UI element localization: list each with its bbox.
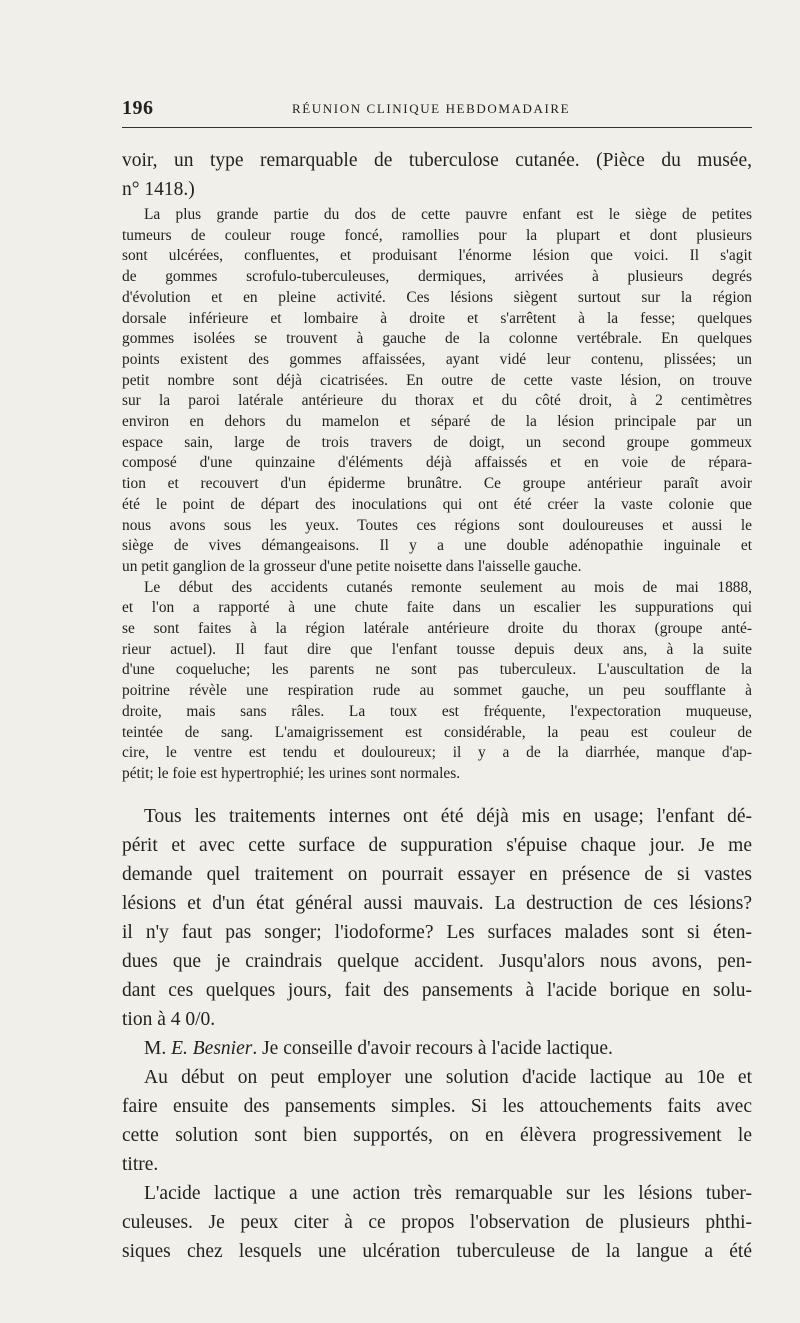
text-line: composé d'une quinzaine d'éléments déjà affaissés et en voie de répara-	[122, 454, 752, 472]
text-line: Au début on peut employer une solution d'acide lactique au 10e et	[144, 1067, 752, 1088]
running-head: RÉUNION CLINIQUE HEBDOMADAIRE	[292, 101, 571, 116]
text-line: poitrine révèle une respiration rude au sommet gauche, un peu soufflante à	[122, 682, 752, 700]
text-line: Le début des accidents cutanés remonte seulement au mois de mai 1888,	[144, 578, 752, 596]
text-line: rieur actuel). Il faut dire que l'enfant tousse depuis deux ans, à la suite	[122, 640, 752, 658]
text-line: points existent des gommes affaissées, ayant vidé leur contenu, plissées; un	[122, 350, 752, 368]
speaker-text: . Je conseille d'avoir recours à l'acide lactique.	[252, 1038, 613, 1059]
text-line: été le point de départ des inoculations qui ont été créer la vaste colonie que	[122, 495, 752, 513]
speaker-line	[122, 1034, 752, 1063]
text-line: tion et recouvert d'un épiderme brunâtre. Ce groupe antérieur paraît avoir	[122, 475, 752, 493]
text-line: dant ces quelques jours, fait des pansements à l'acide borique en solu-	[122, 980, 752, 1001]
paragraph-continuation	[122, 146, 752, 204]
text-line: d'une coqueluche; les parents ne sont pas tuberculeux. L'auscultation de la	[122, 661, 752, 679]
text-line: environ en dehors du mamelon et séparé de la lésion principale par un	[122, 413, 752, 431]
text-line: demande quel traitement on pourrait essayer en présence de si vastes	[122, 864, 752, 885]
text-line: Tous les traitements internes ont été déjà mis en usage; l'enfant dé-	[144, 806, 752, 827]
text-line: tion à 4 0/0.	[122, 1009, 216, 1030]
text-line: culeuses. Je peux citer à ce propos l'observation de plusieurs phthi-	[122, 1212, 752, 1233]
text-line: voir, un type remarquable de tuberculose cutanée. (Pièce du musée,	[122, 150, 752, 171]
text-line: d'évolution et en pleine activité. Ces lésions siègent surtout sur la région	[122, 288, 752, 306]
text-line: et l'on a rapporté à une chute faite dans un escalier les suppurations qui	[122, 599, 752, 617]
text-line: périt et avec cette surface de suppuration s'épuise chaque jour. Je me	[122, 835, 752, 856]
text-line: espace sain, large de trois travers de doigt, un second groupe gommeux	[122, 433, 752, 451]
discussion	[122, 802, 752, 1266]
text-line: tumeurs de couleur rouge foncé, ramollies pour la plupart et dont plusieurs	[122, 226, 752, 244]
text-line: L'acide lactique a une action très remarquable sur les lésions tuber-	[144, 1183, 752, 1204]
case-description	[122, 205, 752, 785]
text-line: teintée de sang. L'amaigrissement est considérable, la peau est couleur de	[122, 723, 752, 741]
text-line: lésions et d'un état général aussi mauvais. La destruction de ces lésions?	[122, 893, 752, 914]
text-line: siques chez lesquels une ulcération tuberculeuse de la langue a été	[122, 1241, 752, 1262]
text-line: sont ulcérées, confluentes, et produisant l'énorme lésion que voici. Il s'agit	[122, 247, 752, 265]
text-line: cire, le ventre est tendu et douloureux; il y a de la diarrhée, manque d'ap-	[122, 744, 752, 762]
text-line: cette solution sont bien supportés, on en élèvera progressivement le	[122, 1125, 752, 1146]
text-line: faire ensuite des pansements simples. Si les attouchements faits avec	[122, 1096, 752, 1117]
text-line: de gommes scrofulo-tuberculeuses, dermiques, arrivées à plusieurs degrés	[122, 268, 752, 286]
text-line: gommes isolées se trouvent à gauche de la colonne vertébrale. En quelques	[122, 330, 752, 348]
text-line: nous avons sous les yeux. Toutes ces régions sont douloureuses et aussi le	[122, 516, 752, 534]
text-line: pétit; le foie est hypertrophié; les urines sont normales.	[122, 764, 461, 782]
text-line: petit nombre sont déjà cicatrisées. En outre de cette vaste lésion, on trouve	[122, 371, 752, 389]
text-line: droite, mais sans râles. La toux est fréquente, l'expectoration muqueuse,	[122, 702, 752, 720]
text-line: il n'y faut pas songer; l'iodoforme? Les surfaces malades sont si éten-	[122, 922, 752, 943]
text-line: n° 1418.)	[122, 179, 195, 200]
page-header	[122, 97, 752, 121]
header-rule	[122, 127, 752, 128]
speaker-prefix: M.	[144, 1038, 172, 1059]
text-line: un petit ganglion de la grosseur d'une petite noisette dans l'aisselle gauche.	[122, 557, 582, 575]
text-line: La plus grande partie du dos de cette pauvre enfant est le siège de petites	[144, 206, 752, 223]
page-number: 196	[122, 97, 154, 119]
speaker-name: E. Besnier	[171, 1038, 253, 1059]
text-line: titre.	[122, 1154, 159, 1175]
text-line: dues que je craindrais quelque accident. Jusqu'alors nous avons, pen-	[122, 951, 752, 972]
text-line: sur la paroi latérale antérieure du thorax et du côté droit, à 2 centimètres	[122, 392, 752, 410]
text-line: siège de vives démangeaisons. Il y a une double adénopathie inguinale et	[122, 537, 752, 555]
text-line: dorsale inférieure et lombaire à droite et s'arrêtent à la fesse; quelques	[122, 309, 752, 327]
text-line: se sont faites à la région latérale antérieure droite du thorax (groupe anté-	[122, 620, 752, 638]
